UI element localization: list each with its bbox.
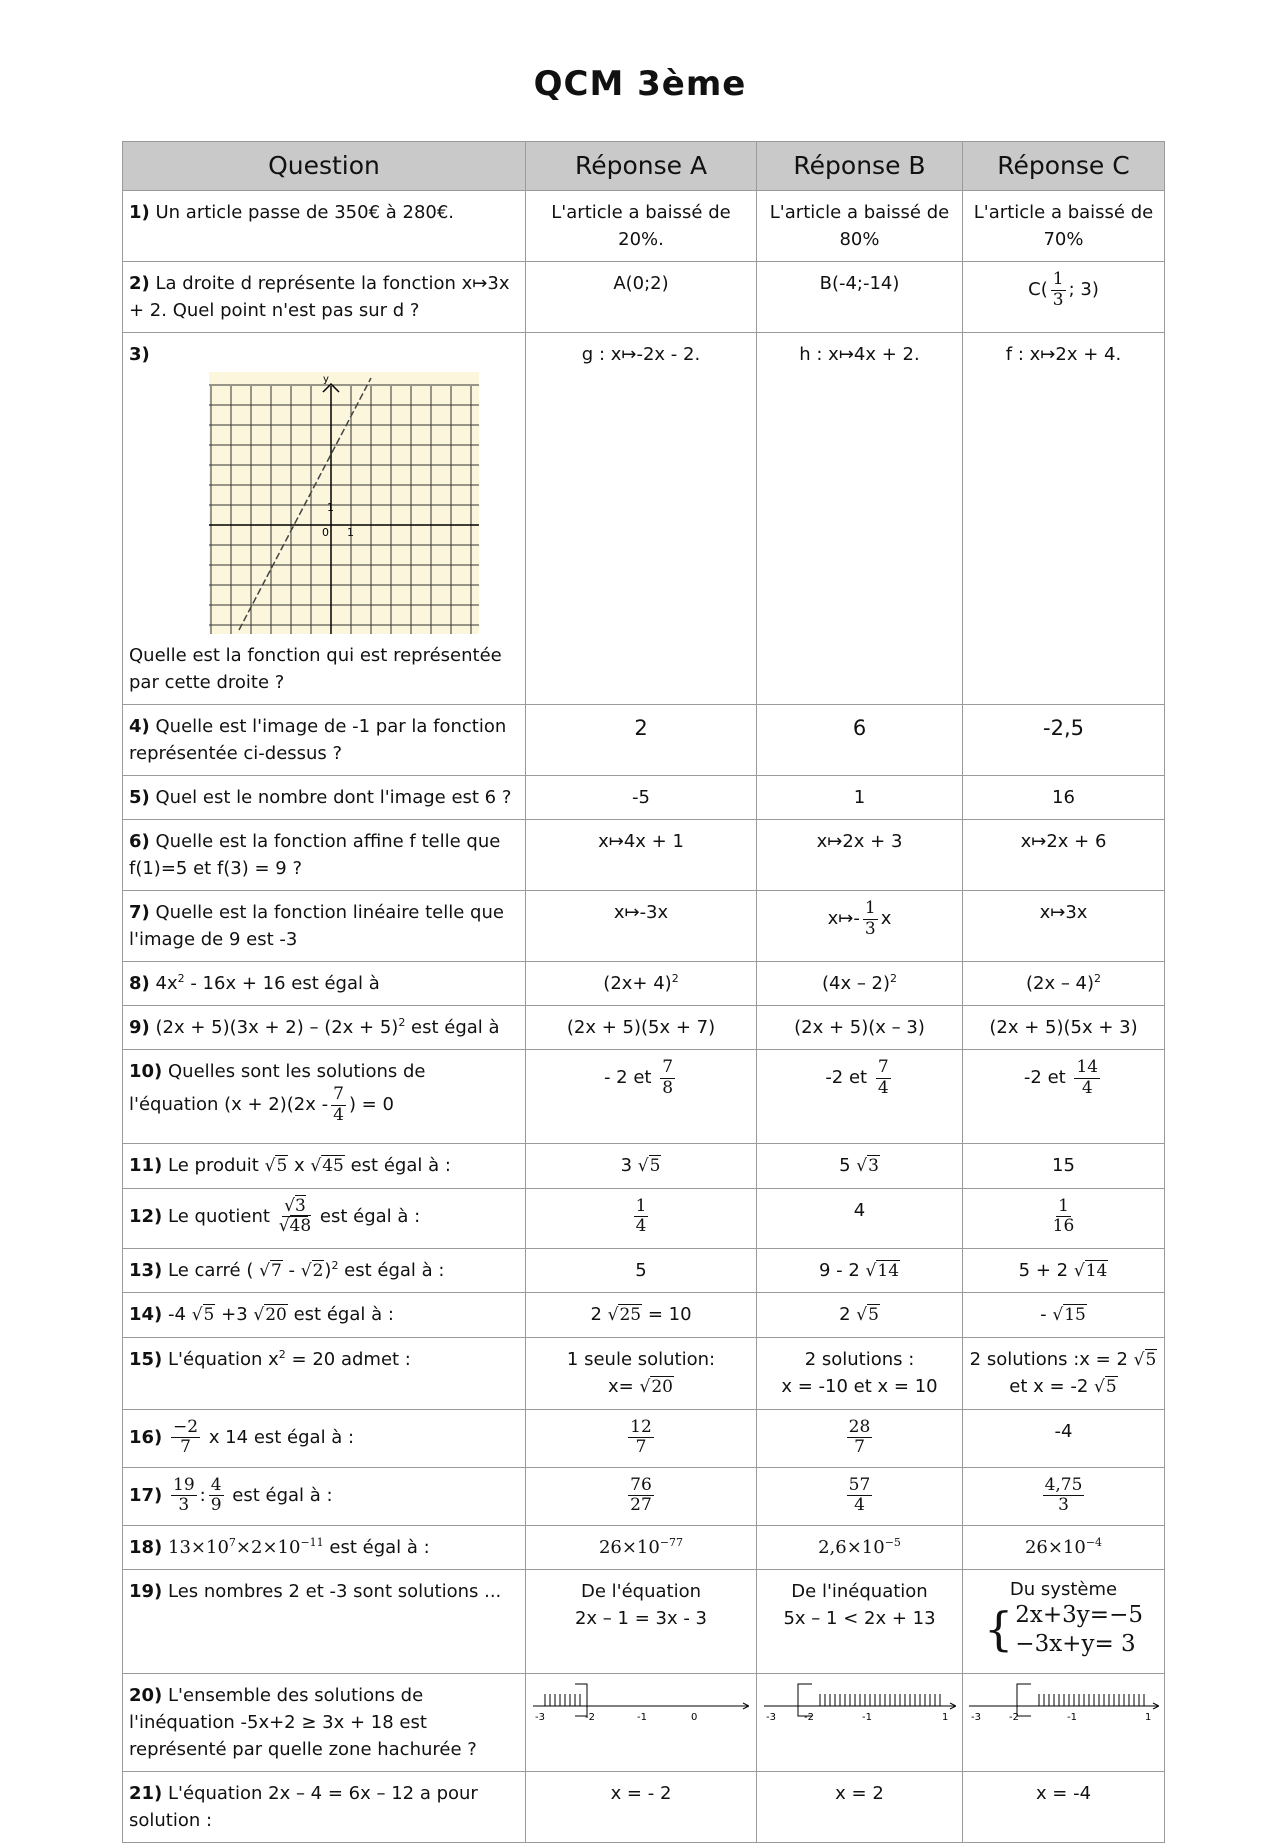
question-number: 1) bbox=[129, 202, 150, 223]
question-number: 12) bbox=[129, 1205, 163, 1227]
graph-background bbox=[209, 372, 479, 634]
table-row bbox=[123, 776, 1165, 820]
tick-label: -1 bbox=[637, 1711, 647, 1722]
header-question: Question bbox=[123, 142, 526, 191]
line-graph bbox=[209, 372, 479, 634]
square-root: √3 bbox=[856, 1156, 879, 1176]
answer-a: $(2x+ 4)^2$ bbox=[526, 962, 757, 1006]
answer-c: 2 solutions :x = 2 √5 et x = -2 √5 bbox=[963, 1337, 1165, 1409]
answer-b-suffix: x bbox=[880, 908, 892, 930]
answer-a: L'article a baissé de 20%. bbox=[526, 191, 757, 262]
table-row bbox=[123, 1569, 1165, 1673]
question-cell: 17) $\frac{19}{3}$ : $\frac{4}{9}$ est égal à : bbox=[123, 1467, 526, 1525]
fraction: $\frac{√3}{√48}$ bbox=[278, 1195, 312, 1237]
table-row bbox=[123, 705, 1165, 776]
answer-c: (2x + 5)(5x + 3) bbox=[963, 1006, 1165, 1050]
question-number: 3) bbox=[129, 344, 150, 365]
table-row bbox=[123, 891, 1165, 962]
answer-a: x↦4x + 1 bbox=[526, 820, 757, 891]
number-line-b bbox=[764, 1682, 956, 1722]
question-number: 6) bbox=[129, 831, 150, 852]
fraction: $\frac{1}{16}$ bbox=[1052, 1195, 1075, 1237]
number-line-c bbox=[969, 1682, 1159, 1722]
tick-label: -3 bbox=[971, 1711, 981, 1722]
square-root: √5 bbox=[856, 1305, 879, 1325]
question-number: 20) bbox=[129, 1684, 163, 1706]
answer-b: B(-4;-14) bbox=[757, 262, 963, 333]
table-row bbox=[123, 1467, 1165, 1525]
hatching bbox=[1039, 1694, 1144, 1706]
question-text: Quel est le nombre dont l'image est 6 ? bbox=[155, 787, 512, 808]
question-cell bbox=[123, 776, 526, 820]
answer-b-prefix: x↦- bbox=[827, 908, 860, 930]
question-number: 21) bbox=[129, 1782, 163, 1804]
question-number: 4) bbox=[129, 716, 150, 737]
answer-c: -2,5 bbox=[963, 705, 1165, 776]
fraction: $\frac{4,75}{3}$ bbox=[1044, 1474, 1083, 1516]
answer-b: L'article a baissé de 80% bbox=[757, 191, 963, 262]
answer-c-suffix: ; 3) bbox=[1068, 279, 1099, 301]
answer-a bbox=[526, 1409, 757, 1467]
question-number: 8) bbox=[129, 973, 150, 994]
answer-c-prefix: C( bbox=[1028, 279, 1048, 301]
fraction: $\frac{4}{9}$ bbox=[210, 1474, 222, 1516]
question-cell: 12) Le quotient $\frac{√3}{√48}$ est égal à : bbox=[123, 1188, 526, 1248]
square-root: √5 bbox=[637, 1156, 661, 1176]
answer-a: -5 bbox=[526, 776, 757, 820]
question-cell bbox=[123, 705, 526, 776]
answer-b: 2 solutions : x = -10 et x = 10 bbox=[757, 1337, 963, 1409]
question-cell bbox=[123, 1673, 526, 1771]
numerator: 1 bbox=[1052, 269, 1064, 289]
answer-a: x = - 2 bbox=[526, 1771, 757, 1842]
number-line-a bbox=[533, 1682, 749, 1722]
fraction: $\frac{-2}{7}$ bbox=[173, 1416, 199, 1458]
question-text: La droite d représente la fonction x↦3x + 2. Quel point n'est pas sur d ? bbox=[129, 273, 510, 321]
fraction: $\frac{19}{3}$ bbox=[173, 1474, 195, 1516]
fraction: $\frac{14}{4}$ bbox=[1076, 1057, 1099, 1098]
numerator: 1 bbox=[864, 898, 876, 918]
header-reponse-c: Réponse C bbox=[963, 142, 1165, 191]
answer-a: 2 bbox=[526, 705, 757, 776]
equation-system: { 2x+3y=−5 −3x+y= 3 bbox=[984, 1601, 1143, 1657]
answer-b: 6 bbox=[757, 705, 963, 776]
answer-b: 2 √5 bbox=[757, 1293, 963, 1338]
fraction: $\frac{12}{7}$ bbox=[630, 1416, 652, 1458]
square-root: √5 bbox=[264, 1156, 288, 1176]
answer-a bbox=[526, 1467, 757, 1525]
question-cell: 14) -4 √5 +3 √20 est égal à : bbox=[123, 1293, 526, 1338]
table-row bbox=[123, 1771, 1165, 1842]
header-reponse-b: Réponse B bbox=[757, 142, 963, 191]
question-number: 11) bbox=[129, 1155, 163, 1176]
answer-b: $2,6\times 10^{-5}$ bbox=[757, 1525, 963, 1569]
question-cell: 10) Quelles sont les solutions de l'équation (x + 2)(2x - $\frac{7}{4}$ ) = 0 bbox=[123, 1050, 526, 1144]
question-number: 16) bbox=[129, 1426, 163, 1448]
answer-b: 5 √3 bbox=[757, 1144, 963, 1189]
tick-label: -2 bbox=[1009, 1711, 1019, 1722]
square-root: √20 bbox=[253, 1305, 287, 1325]
answer-b: (2x + 5)(x – 3) bbox=[757, 1006, 963, 1050]
answer-a: 3 √5 bbox=[526, 1144, 757, 1189]
fraction: $\frac{28}{7}$ bbox=[848, 1416, 871, 1458]
answer-b bbox=[757, 1673, 963, 1771]
question-cell bbox=[123, 333, 526, 705]
answer-c: $26\times 10^{-4}$ bbox=[963, 1525, 1165, 1569]
table-row bbox=[123, 1248, 1165, 1293]
answer-c bbox=[963, 1467, 1165, 1525]
question-number: 17) bbox=[129, 1484, 163, 1506]
table-row bbox=[123, 1409, 1165, 1467]
square-root: √5 bbox=[1094, 1377, 1117, 1397]
tick-label: 0 bbox=[691, 1711, 698, 1722]
answer-b: h : x↦4x + 2. bbox=[757, 333, 963, 705]
tick-label: -2 bbox=[585, 1711, 595, 1722]
question-cell bbox=[123, 820, 526, 891]
answer-a: 5 bbox=[526, 1248, 757, 1293]
table-header-row bbox=[123, 142, 1165, 191]
table-row bbox=[123, 1006, 1165, 1050]
square-root: √25 bbox=[607, 1305, 642, 1325]
answer-b: x = 2 bbox=[757, 1771, 963, 1842]
fraction bbox=[863, 899, 878, 939]
answer-a: - 2 et $\frac{7}{8}$ bbox=[526, 1050, 757, 1144]
question-number: 5) bbox=[129, 787, 150, 808]
denominator: 3 bbox=[1052, 289, 1064, 310]
answer-a: (2x + 5)(5x + 7) bbox=[526, 1006, 757, 1050]
answer-c: -4 bbox=[963, 1409, 1165, 1467]
question-text: L'ensemble des solutions de l'inéquation -5x+2 ≥ 3x + 18 est représenté par quelle zone hachurée ? bbox=[129, 1684, 477, 1760]
answer-c: L'article a baissé de 70% bbox=[963, 191, 1165, 262]
table-row bbox=[123, 962, 1165, 1006]
question-cell bbox=[123, 1569, 526, 1673]
answer-c: 15 bbox=[963, 1144, 1165, 1189]
fraction bbox=[1051, 270, 1066, 310]
square-root: √20 bbox=[639, 1376, 673, 1397]
table-row bbox=[123, 262, 1165, 333]
question-number: 15) bbox=[129, 1348, 163, 1370]
square-root: √2 bbox=[300, 1260, 324, 1281]
square-root: √15 bbox=[1052, 1305, 1086, 1325]
answer-b bbox=[757, 1467, 963, 1525]
answer-b: (4x – 2)$^2$ bbox=[757, 962, 963, 1006]
tick-label: -1 bbox=[861, 1711, 872, 1722]
question-cell bbox=[123, 962, 526, 1006]
square-root: √5 bbox=[191, 1305, 215, 1325]
answer-c bbox=[963, 1673, 1165, 1771]
answer-c: f : x↦2x + 4. bbox=[963, 333, 1165, 705]
question-text: $(2x + 5)(3x + 2) - (2x + 5)^2$ est égal à bbox=[155, 1016, 500, 1038]
answer-c: (2x – 4)$^2$ bbox=[963, 962, 1165, 1006]
hatching bbox=[545, 1694, 580, 1706]
qcm-table bbox=[122, 141, 1165, 1843]
question-number: 14) bbox=[129, 1304, 163, 1325]
answer-b bbox=[757, 891, 963, 962]
question-cell bbox=[123, 262, 526, 333]
square-root: √45 bbox=[310, 1156, 344, 1176]
question-number: 18) bbox=[129, 1536, 163, 1558]
answer-a bbox=[526, 1188, 757, 1248]
question-cell: 11) Le produit √5 x √45 est égal à : bbox=[123, 1144, 526, 1189]
table-row bbox=[123, 333, 1165, 705]
tick-label: 1 bbox=[941, 1711, 948, 1722]
question-text: L'équation 2x – 4 = 6x – 12 a pour solution : bbox=[129, 1782, 478, 1831]
question-text: Quelle est la fonction linéaire telle que l'image de 9 est -3 bbox=[129, 902, 504, 950]
question-text: $4x^2 - 16x + 16$ est égal à bbox=[155, 972, 380, 994]
tick-label: 1 bbox=[1145, 1711, 1152, 1722]
answer-b: 1 bbox=[757, 776, 963, 820]
table-row bbox=[123, 1293, 1165, 1338]
question-cell: 18) $13\times 10^7\times 2\times 10^{-11}$ est égal à : bbox=[123, 1525, 526, 1569]
answer-c: x = -4 bbox=[963, 1771, 1165, 1842]
question-text: Quelle est la fonction affine f telle que f(1)=5 et f(3) = 9 ? bbox=[129, 831, 501, 879]
table-row bbox=[123, 1188, 1165, 1248]
question-number: 2) bbox=[129, 273, 150, 294]
answer-a: 1 seule solution: x= √20 bbox=[526, 1337, 757, 1409]
answer-a: A(0;2) bbox=[526, 262, 757, 333]
denominator: 3 bbox=[864, 918, 876, 939]
question-text: Un article passe de 350€ à 280€. bbox=[155, 202, 455, 223]
tick-label: -3 bbox=[535, 1711, 545, 1722]
answer-c: 16 bbox=[963, 776, 1165, 820]
answer-b: 4 bbox=[757, 1188, 963, 1248]
header-reponse-a: Réponse A bbox=[526, 142, 757, 191]
question-cell: 16) $\frac{-2}{7}$ x 14 est égal à : bbox=[123, 1409, 526, 1467]
fraction: $\frac{7}{8}$ bbox=[662, 1057, 674, 1098]
bracket bbox=[1017, 1684, 1031, 1716]
answer-b: 9 - 2 √14 bbox=[757, 1248, 963, 1293]
question-number: 13) bbox=[129, 1259, 163, 1281]
answer-c: - √15 bbox=[963, 1293, 1165, 1338]
answer-a: g : x↦-2x - 2. bbox=[526, 333, 757, 705]
answer-c: x↦2x + 6 bbox=[963, 820, 1165, 891]
graph-one-x-label: 1 bbox=[347, 526, 354, 539]
answer-b bbox=[757, 1409, 963, 1467]
fraction: $\frac{57}{4}$ bbox=[848, 1474, 871, 1516]
answer-c: -2 et $\frac{14}{4}$ bbox=[963, 1050, 1165, 1144]
graph-y-label: y bbox=[323, 374, 329, 385]
answer-c bbox=[963, 262, 1165, 333]
fraction: $\frac{1}{4}$ bbox=[635, 1195, 647, 1237]
page-title: QCM 3ème bbox=[533, 64, 747, 104]
hatching bbox=[820, 1694, 940, 1706]
question-cell: 15) L'équation $x^2 = 20$ admet : bbox=[123, 1337, 526, 1409]
answer-a: x↦-3x bbox=[526, 891, 757, 962]
tick-label: -3 bbox=[765, 1711, 776, 1722]
table-row bbox=[123, 1337, 1165, 1409]
question-number: 10) bbox=[129, 1061, 163, 1082]
answer-a: De l'équation 2x – 1 = 3x - 3 bbox=[526, 1569, 757, 1673]
answer-a: 2 √25 = 10 bbox=[526, 1293, 757, 1338]
graph-zero-label: 0 bbox=[322, 526, 329, 539]
question-text: Quelle est l'image de -1 par la fonction représentée ci-dessus ? bbox=[129, 716, 507, 764]
answer-c: x↦3x bbox=[963, 891, 1165, 962]
fraction: $\frac{7}{4}$ bbox=[877, 1057, 889, 1098]
answer-b: -2 et $\frac{7}{4}$ bbox=[757, 1050, 963, 1144]
tick-label: -2 bbox=[803, 1711, 814, 1722]
table-row bbox=[123, 1673, 1165, 1771]
table-row bbox=[123, 1144, 1165, 1189]
square-root: √14 bbox=[865, 1260, 900, 1281]
fraction: $\frac{7}{4}$ bbox=[333, 1084, 344, 1125]
question-cell bbox=[123, 1771, 526, 1842]
answer-c bbox=[963, 1188, 1165, 1248]
graph-one-y-label: 1 bbox=[327, 501, 334, 514]
question-text: Quelle est la fonction qui est représentée par cette droite ? bbox=[129, 645, 502, 693]
answer-b: x↦2x + 3 bbox=[757, 820, 963, 891]
question-number: 9) bbox=[129, 1017, 150, 1038]
square-root: √5 bbox=[1133, 1349, 1157, 1370]
answer-a: $26\times 10^{-77}$ bbox=[526, 1525, 757, 1569]
question-cell: 13) Le carré ( √7 - √2)$^2$ est égal à : bbox=[123, 1248, 526, 1293]
fraction: $\frac{76}{27}$ bbox=[630, 1474, 652, 1516]
question-text: Quelles sont les solutions de bbox=[168, 1061, 426, 1082]
table-row bbox=[123, 191, 1165, 262]
answer-a bbox=[526, 1673, 757, 1771]
question-cell bbox=[123, 1006, 526, 1050]
question-cell bbox=[123, 891, 526, 962]
tick-label: -1 bbox=[1067, 1711, 1077, 1722]
question-text: Les nombres 2 et -3 sont solutions ... bbox=[168, 1580, 502, 1602]
answer-c: Du système { 2x+3y=−5 −3x+y= 3 bbox=[963, 1569, 1165, 1673]
table-row bbox=[123, 820, 1165, 891]
question-number: 7) bbox=[129, 902, 150, 923]
table-row bbox=[123, 1525, 1165, 1569]
question-cell bbox=[123, 191, 526, 262]
answer-b: De l'inéquation 5x – 1 < 2x + 13 bbox=[757, 1569, 963, 1673]
question-number: 19) bbox=[129, 1580, 163, 1602]
answer-c: 5 + 2 √14 bbox=[963, 1248, 1165, 1293]
square-root: √14 bbox=[1073, 1260, 1108, 1281]
square-root: √7 bbox=[259, 1260, 282, 1281]
table-row bbox=[123, 1050, 1165, 1144]
